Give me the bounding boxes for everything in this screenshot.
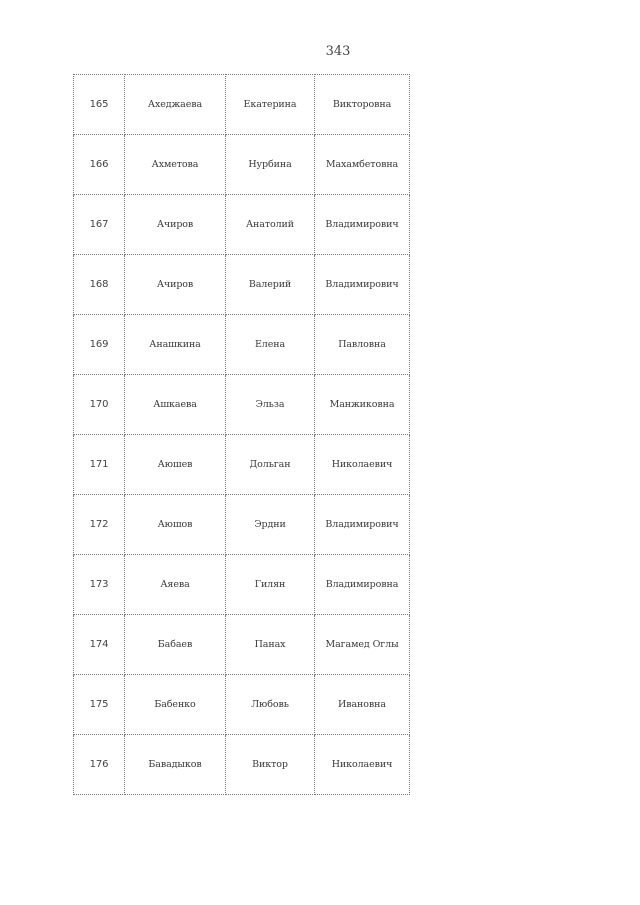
first-name-cell: Гилян xyxy=(226,555,315,615)
patronymic-cell: Магамед Оглы xyxy=(315,615,410,675)
first-name-cell: Нурбина xyxy=(226,135,315,195)
row-number: 172 xyxy=(74,495,125,555)
first-name-cell: Эльза xyxy=(226,375,315,435)
table-row xyxy=(74,495,410,555)
patronymic-cell: Николаевич xyxy=(315,435,410,495)
first-name-cell: Эрдни xyxy=(226,495,315,555)
patronymic-cell: Владимировна xyxy=(315,555,410,615)
surname-cell: Ашкаева xyxy=(125,375,226,435)
table-row xyxy=(74,195,410,255)
first-name-cell: Панах xyxy=(226,615,315,675)
table-row xyxy=(74,615,410,675)
row-number: 169 xyxy=(74,315,125,375)
table-row xyxy=(74,315,410,375)
first-name-cell: Любовь xyxy=(226,675,315,735)
patronymic-cell: Ивановна xyxy=(315,675,410,735)
patronymic-cell: Николаевич xyxy=(315,735,410,795)
row-number: 170 xyxy=(74,375,125,435)
page-number: 343 xyxy=(325,44,351,59)
surname-cell: Аюшов xyxy=(125,495,226,555)
patronymic-cell: Владимирович xyxy=(315,195,410,255)
table-row xyxy=(74,735,410,795)
patronymic-cell: Манжиковна xyxy=(315,375,410,435)
row-number: 171 xyxy=(74,435,125,495)
row-number: 168 xyxy=(74,255,125,315)
table-row xyxy=(74,555,410,615)
row-number: 166 xyxy=(74,135,125,195)
surname-cell: Ачиров xyxy=(125,195,226,255)
row-number: 167 xyxy=(74,195,125,255)
surname-cell: Ахеджаева xyxy=(125,75,226,135)
row-number: 165 xyxy=(74,75,125,135)
names-table xyxy=(73,74,410,795)
first-name-cell: Виктор xyxy=(226,735,315,795)
surname-cell: Бабенко xyxy=(125,675,226,735)
table-row xyxy=(74,675,410,735)
row-number: 174 xyxy=(74,615,125,675)
patronymic-cell: Владимирович xyxy=(315,495,410,555)
names-table-body xyxy=(74,75,410,795)
table-row xyxy=(74,435,410,495)
first-name-cell: Дольган xyxy=(226,435,315,495)
surname-cell: Бавадыков xyxy=(125,735,226,795)
surname-cell: Аяева xyxy=(125,555,226,615)
surname-cell: Бабаев xyxy=(125,615,226,675)
first-name-cell: Валерий xyxy=(226,255,315,315)
surname-cell: Аюшев xyxy=(125,435,226,495)
patronymic-cell: Викторовна xyxy=(315,75,410,135)
first-name-cell: Анатолий xyxy=(226,195,315,255)
patronymic-cell: Владимирович xyxy=(315,255,410,315)
row-number: 175 xyxy=(74,675,125,735)
row-number: 173 xyxy=(74,555,125,615)
table-row xyxy=(74,135,410,195)
first-name-cell: Елена xyxy=(226,315,315,375)
first-name-cell: Екатерина xyxy=(226,75,315,135)
table-row xyxy=(74,255,410,315)
surname-cell: Ачиров xyxy=(125,255,226,315)
table-row xyxy=(74,75,410,135)
table-row xyxy=(74,375,410,435)
patronymic-cell: Павловна xyxy=(315,315,410,375)
surname-cell: Анашкина xyxy=(125,315,226,375)
surname-cell: Ахметова xyxy=(125,135,226,195)
row-number: 176 xyxy=(74,735,125,795)
patronymic-cell: Махамбетовна xyxy=(315,135,410,195)
